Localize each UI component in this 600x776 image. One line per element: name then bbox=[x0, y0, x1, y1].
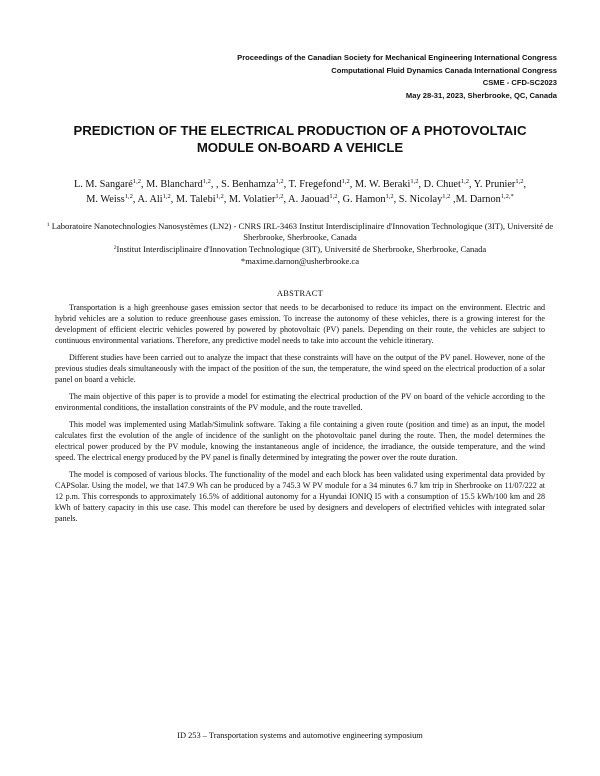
author bbox=[86, 194, 137, 205]
author bbox=[355, 179, 424, 190]
author-affiliation-marker: 1,2 bbox=[460, 178, 469, 185]
author-separator: , bbox=[283, 194, 289, 205]
author-affiliation-marker: 1,2 bbox=[275, 178, 284, 185]
header-line-1: Proceedings of the Canadian Society for Mechanical Engineering International Congress bbox=[237, 53, 557, 62]
affiliation-2-marker: 2 bbox=[113, 245, 117, 251]
author bbox=[474, 179, 526, 190]
author bbox=[424, 179, 474, 190]
author-affiliation-marker: 1,2 bbox=[442, 193, 451, 200]
author bbox=[229, 194, 288, 205]
author-name: M. Blanchard bbox=[146, 179, 203, 190]
proceedings-header bbox=[157, 52, 557, 102]
author-affiliation-marker: 1,2 bbox=[215, 193, 224, 200]
abstract-paragraph: Different studies have been carried out to analyze the impact that these constraints will have on the output of the PV panel. However, none of the previous studies deals simultaneously with the impact of the position of the sun, the temperature, the wind speed on the electrical production of a solar panel on board a vehicle. bbox=[55, 353, 545, 384]
author-name: M. Volatier bbox=[228, 194, 276, 205]
author-affiliation-marker: 1,2 bbox=[275, 193, 284, 200]
abstract-paragraph: The model is composed of various blocks. The functionality of the model and each block has been validated using experimental data provided by CAPSolar. Using the model, we that 147.9 Wh can be produced by a 745.3 W PV module for a 34 minutes 6.7 km trip in Sherbrooke on 11/07/222 at 12 p.m. This corresponds to approximately 16.5% of additional autonomy for a Hyundai IONIQ I5 with a consumption of 15.5 kWh/100 km and 28 kWh of battery capacity in this use case. This model can therefore be used by designers and developers of electrified vehicles with integrated solar panels. bbox=[55, 470, 545, 523]
header-line-2: Computational Fluid Dynamics Canada International Congress bbox=[331, 65, 557, 75]
abstract-paragraph: Transportation is a high greenhouse gases emission sector that needs to be decarbonised to reduce its impact on the environment. Electric and hybrid vehicles are a solution to reduce greenhouse gases emission. To increase the autonomy of these vehicles, there is a growing interest for the development of efficient electric vehicles powered by powered by photovoltaic (PV) panels. Depending on their route, the vehicles are subject to continuous environmental variations. Therefore, any predictive model needs to take into account the vehicle itinerary. bbox=[55, 303, 545, 345]
author-affiliation-marker: 1,2 bbox=[132, 178, 141, 185]
author-separator: , bbox=[140, 179, 147, 190]
abstract-paragraph: The main objective of this paper is to provide a model for estimating the electrical production of the PV on board of the vehicle according to the environmental conditions, the installation constraints of the PV module, and the route travelled. bbox=[55, 392, 545, 412]
author-name: Y. Prunier bbox=[473, 179, 516, 190]
author bbox=[74, 179, 146, 190]
page-footer: ID 253 – Transportation systems and automotive engineering symposium bbox=[177, 731, 423, 740]
author-separator: , bbox=[170, 194, 176, 205]
corresponding-email: *maxime.darnon@usherbrooke.ca bbox=[240, 256, 360, 266]
author-name: M. Weiss bbox=[86, 194, 125, 205]
title-line-2: MODULE ON-BOARD A VEHICLE bbox=[196, 140, 404, 155]
author-separator: , bbox=[418, 179, 424, 190]
paper-title bbox=[40, 122, 560, 156]
abstract-body bbox=[55, 302, 545, 530]
author bbox=[343, 194, 399, 205]
affiliation-1 bbox=[40, 221, 560, 243]
header-line-4: May 28-31, 2023, Sherbrooke, QC, Canada bbox=[405, 90, 557, 100]
author-affiliation-marker: 1,2 bbox=[202, 178, 211, 185]
author-separator: , , bbox=[210, 179, 222, 190]
author-name: A. Ali bbox=[137, 194, 163, 205]
author-separator: , bbox=[450, 194, 456, 205]
affiliation-1-marker: 1 bbox=[46, 222, 50, 228]
author-affiliation-marker: 1,2 bbox=[385, 193, 394, 200]
author bbox=[288, 194, 342, 205]
abstract-heading: ABSTRACT bbox=[276, 289, 324, 298]
author-separator: , bbox=[349, 179, 355, 190]
author-list bbox=[40, 177, 560, 207]
author-name: A. Jaouad bbox=[288, 194, 330, 205]
author-separator: , bbox=[337, 194, 343, 205]
author-separator: , bbox=[523, 179, 527, 190]
author-affiliation-marker: 1,2 bbox=[124, 193, 133, 200]
author-separator: , bbox=[223, 194, 229, 205]
author bbox=[137, 194, 175, 205]
author-name: D. Chuet bbox=[423, 179, 461, 190]
author-name: M. Talebi bbox=[175, 194, 216, 205]
author bbox=[289, 179, 355, 190]
author-affiliation-marker: 1,2 bbox=[341, 178, 350, 185]
author-affiliation-marker: 1,2 bbox=[162, 193, 171, 200]
author-affiliation-marker: 1,2 bbox=[410, 178, 419, 185]
author bbox=[176, 194, 229, 205]
author-separator: , bbox=[283, 179, 289, 190]
author-name: G. Hamon bbox=[342, 194, 386, 205]
author-name: M. W. Beraki bbox=[354, 179, 411, 190]
affiliation-2 bbox=[40, 244, 560, 255]
author bbox=[399, 194, 456, 205]
author-separator: , bbox=[393, 194, 399, 205]
author bbox=[456, 194, 514, 205]
author-name: S. Benhamza bbox=[221, 179, 276, 190]
header-line-3: CSME - CFD-SC2023 bbox=[482, 78, 557, 88]
author-affiliation-marker: 1,2 bbox=[329, 193, 338, 200]
author-separator: , bbox=[468, 179, 474, 190]
author bbox=[146, 179, 221, 190]
author-name: L. M. Sangaré bbox=[73, 179, 133, 190]
author-name: S. Nicolay bbox=[398, 194, 443, 205]
author bbox=[221, 179, 288, 190]
author-affiliation-marker: 1,2 bbox=[515, 178, 524, 185]
abstract-paragraph: This model was implemented using Matlab/Simulink software. Taking a file containing a given route (position and time) as an input, the model calculates first the evolution of the angle of incidence of the sunlight on the photovoltaic panel during the route. Then, the model determines the electrical power produced by the PV module, knowing the instantaneous angle of incidence, the irradiance, the outside temperature, and the wind speed. The electrical energy produced by the PV panel is finally determined by integrating the power over the route duration. bbox=[55, 420, 545, 462]
affiliation-1-text: Laboratoire Nanotechnologies Nanosystèmes (LN2) - CNRS IRL-3463 Institut Interdisciplinaire d'Innovation Technologique (3IT), Université de Sherbrooke, Sherbrooke, Canada bbox=[49, 221, 554, 242]
title-line-1: PREDICTION OF THE ELECTRICAL PRODUCTION OF A PHOTOVOLTAIC bbox=[73, 123, 527, 138]
author-name: M. Darnon bbox=[455, 194, 501, 205]
author-separator: , bbox=[132, 194, 138, 205]
affiliation-2-text: Institut Interdisciplinaire d'Innovation Technologique (3IT), Université de Sherbrooke, Sherbrooke, Canada bbox=[116, 244, 487, 254]
affiliations bbox=[40, 221, 560, 268]
author-affiliation-marker: 1,2,* bbox=[500, 193, 514, 200]
author-name: T. Fregefond bbox=[288, 179, 342, 190]
